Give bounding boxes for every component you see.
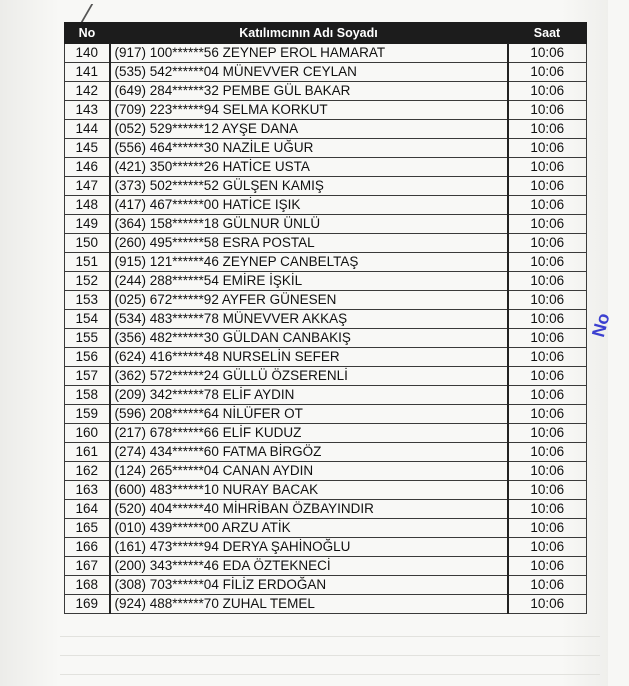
row-number: 141	[65, 63, 110, 82]
row-number: 169	[65, 595, 110, 614]
row-number: 146	[65, 158, 110, 177]
row-number: 157	[65, 367, 110, 386]
table-row	[65, 82, 587, 101]
table-row	[65, 481, 587, 500]
row-time: 10:06	[508, 177, 587, 196]
participant-name: (924) 488******70 ZUHAL TEMEL	[110, 595, 508, 614]
participant-name: (209) 342******78 ELİF AYDIN	[110, 386, 508, 405]
participant-name: (244) 288******54 EMİRE İŞKİL	[110, 272, 508, 291]
row-number: 143	[65, 101, 110, 120]
row-time: 10:06	[508, 424, 587, 443]
row-time: 10:06	[508, 215, 587, 234]
row-time: 10:06	[508, 386, 587, 405]
row-time: 10:06	[508, 538, 587, 557]
row-time: 10:06	[508, 101, 587, 120]
table-row	[65, 63, 587, 82]
participant-name: (200) 343******46 EDA ÖZTEKNECİ	[110, 557, 508, 576]
row-time: 10:06	[508, 253, 587, 272]
row-number: 142	[65, 82, 110, 101]
table-row	[65, 177, 587, 196]
row-time: 10:06	[508, 158, 587, 177]
row-time: 10:06	[508, 443, 587, 462]
bleed-through-lines	[60, 628, 600, 686]
participant-table	[64, 22, 587, 614]
participant-name: (917) 100******56 ZEYNEP EROL HAMARAT	[110, 44, 508, 63]
table-row	[65, 101, 587, 120]
row-time: 10:06	[508, 595, 587, 614]
row-number: 153	[65, 291, 110, 310]
participant-name: (260) 495******58 ESRA POSTAL	[110, 234, 508, 253]
participant-name: (373) 502******52 GÜLŞEN KAMIŞ	[110, 177, 508, 196]
row-number: 140	[65, 44, 110, 63]
table-row	[65, 120, 587, 139]
table-row	[65, 215, 587, 234]
table-row	[65, 253, 587, 272]
participant-name: (052) 529******12 AYŞE DANA	[110, 120, 508, 139]
row-time: 10:06	[508, 310, 587, 329]
participant-name: (649) 284******32 PEMBE GÜL BAKAR	[110, 82, 508, 101]
row-time: 10:06	[508, 82, 587, 101]
table-row	[65, 367, 587, 386]
row-time: 10:06	[508, 462, 587, 481]
row-number: 152	[65, 272, 110, 291]
row-time: 10:06	[508, 63, 587, 82]
row-time: 10:06	[508, 329, 587, 348]
participant-name: (535) 542******04 MÜNEVVER CEYLAN	[110, 63, 508, 82]
row-time: 10:06	[508, 196, 587, 215]
table-row	[65, 595, 587, 614]
row-number: 168	[65, 576, 110, 595]
table-row	[65, 196, 587, 215]
row-number: 151	[65, 253, 110, 272]
table-header-row	[65, 23, 587, 44]
row-number: 147	[65, 177, 110, 196]
row-time: 10:06	[508, 500, 587, 519]
table-row	[65, 500, 587, 519]
table-row	[65, 538, 587, 557]
row-time: 10:06	[508, 367, 587, 386]
row-number: 164	[65, 500, 110, 519]
table-row	[65, 443, 587, 462]
participant-name: (421) 350******26 HATİCE USTA	[110, 158, 508, 177]
participant-name: (364) 158******18 GÜLNUR ÜNLÜ	[110, 215, 508, 234]
participant-name: (600) 483******10 NURAY BACAK	[110, 481, 508, 500]
header-name: Katılımcının Adı Soyadı	[110, 23, 508, 44]
participant-name: (217) 678******66 ELİF KUDUZ	[110, 424, 508, 443]
table-row	[65, 310, 587, 329]
row-number: 167	[65, 557, 110, 576]
row-time: 10:06	[508, 272, 587, 291]
participant-name: (161) 473******94 DERYA ŞAHİNOĞLU	[110, 538, 508, 557]
table-row	[65, 44, 587, 63]
row-time: 10:06	[508, 348, 587, 367]
row-time: 10:06	[508, 557, 587, 576]
row-time: 10:06	[508, 234, 587, 253]
participant-name: (417) 467******00 HATİCE IŞIK	[110, 196, 508, 215]
participant-name: (124) 265******04 CANAN AYDIN	[110, 462, 508, 481]
row-time: 10:06	[508, 519, 587, 538]
table-row	[65, 576, 587, 595]
blue-stamp-fragment: No	[588, 310, 614, 340]
row-number: 144	[65, 120, 110, 139]
participant-name: (624) 416******48 NURSELİN SEFER	[110, 348, 508, 367]
participant-name: (534) 483******78 MÜNEVVER AKKAŞ	[110, 310, 508, 329]
row-time: 10:06	[508, 576, 587, 595]
participant-name: (356) 482******30 GÜLDAN CANBAKIŞ	[110, 329, 508, 348]
row-number: 154	[65, 310, 110, 329]
participant-name: (520) 404******40 MİHRİBAN ÖZBAYINDIR	[110, 500, 508, 519]
row-number: 150	[65, 234, 110, 253]
table-row	[65, 291, 587, 310]
participant-name: (556) 464******30 NAZİLE UĞUR	[110, 139, 508, 158]
row-time: 10:06	[508, 481, 587, 500]
table-row	[65, 386, 587, 405]
table-row	[65, 139, 587, 158]
row-number: 162	[65, 462, 110, 481]
participant-name: (025) 672******92 AYFER GÜNESEN	[110, 291, 508, 310]
participant-name: (308) 703******04 FİLİZ ERDOĞAN	[110, 576, 508, 595]
row-number: 165	[65, 519, 110, 538]
header-no: No	[65, 23, 110, 44]
row-number: 160	[65, 424, 110, 443]
row-time: 10:06	[508, 120, 587, 139]
row-number: 158	[65, 386, 110, 405]
table-row	[65, 348, 587, 367]
row-number: 148	[65, 196, 110, 215]
row-number: 161	[65, 443, 110, 462]
table-row	[65, 405, 587, 424]
table-row	[65, 519, 587, 538]
table-row	[65, 272, 587, 291]
table-row	[65, 462, 587, 481]
row-number: 145	[65, 139, 110, 158]
participant-name: (362) 572******24 GÜLLÜ ÖZSERENLİ	[110, 367, 508, 386]
row-time: 10:06	[508, 139, 587, 158]
participant-name: (010) 439******00 ARZU ATİK	[110, 519, 508, 538]
participant-name: (709) 223******94 SELMA KORKUT	[110, 101, 508, 120]
row-number: 156	[65, 348, 110, 367]
table-row	[65, 329, 587, 348]
participant-name: (274) 434******60 FATMA BİRGÖZ	[110, 443, 508, 462]
table-row	[65, 234, 587, 253]
row-number: 149	[65, 215, 110, 234]
row-number: 163	[65, 481, 110, 500]
row-time: 10:06	[508, 44, 587, 63]
participant-name: (596) 208******64 NİLÜFER OT	[110, 405, 508, 424]
table-row	[65, 424, 587, 443]
header-time: Saat	[508, 23, 587, 44]
participant-name: (915) 121******46 ZEYNEP CANBELTAŞ	[110, 253, 508, 272]
row-number: 159	[65, 405, 110, 424]
table-row	[65, 557, 587, 576]
row-number: 155	[65, 329, 110, 348]
row-number: 166	[65, 538, 110, 557]
row-time: 10:06	[508, 291, 587, 310]
table-row	[65, 158, 587, 177]
row-time: 10:06	[508, 405, 587, 424]
